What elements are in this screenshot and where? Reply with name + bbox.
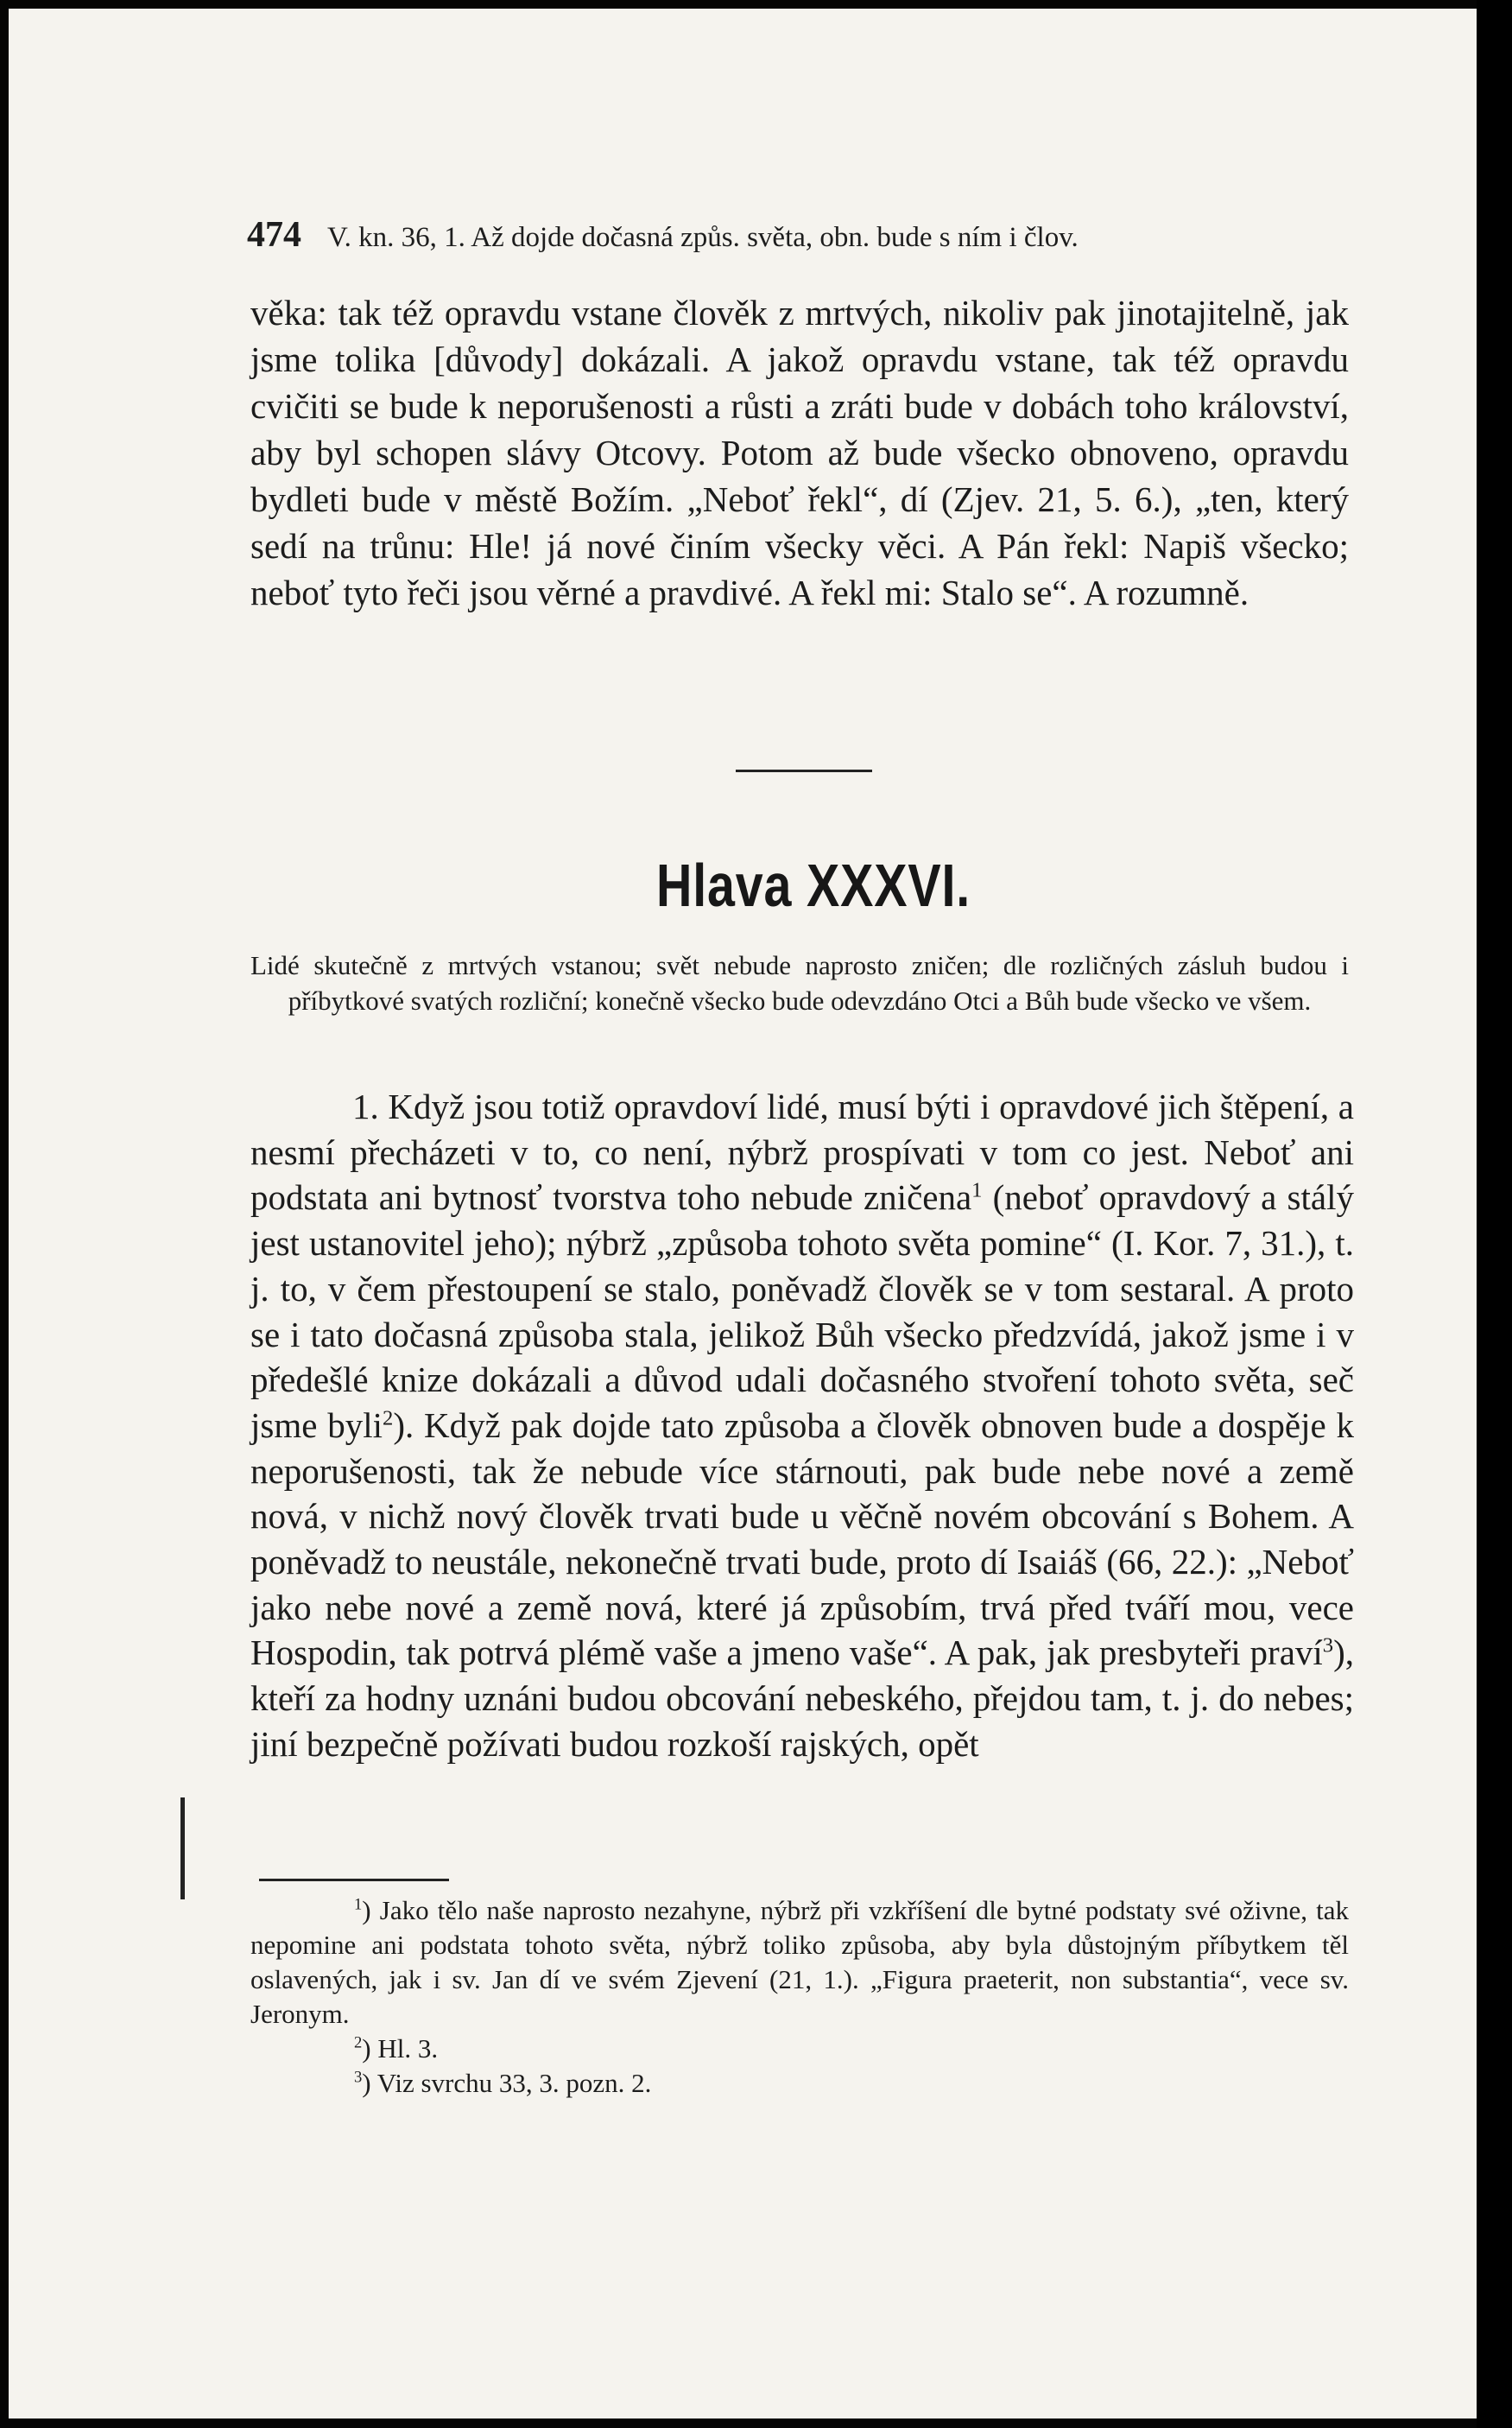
footnote <box>250 1893 1349 2032</box>
chapter-body <box>250 1084 1354 1767</box>
section-divider <box>736 770 872 772</box>
footnote <box>250 2032 1349 2066</box>
footnotes <box>250 1893 1349 2101</box>
opening-paragraph: věka: tak též opravdu vstane člověk z mrtvých, nikoliv pak jinotajitelně, jak jsme tolika [důvody] dokázali. A jakož opravdu vstane, tak též opravdu cvičiti se bude k neporušenosti a růsti a zráti bude v dobách toho království, aby byl schopen slávy Otcovy. Potom až bude všecko obnoveno, opravdu bydleti bude v městě Božím. „Neboť řekl“, dí (Zjev. 21, 5. 6.), „ten, který sedí na trůnu: Hle! já nové činím všecky věci. A Pán řekl: Napiš všecko; neboť tyto řeči jsou věrné a pravdivé. A řekl mi: Stalo se“. A rozumně. <box>250 293 1349 612</box>
footnote-text: ) Jako tělo naše naprosto nezahyne, nýbrž při vzkříšení dle bytné podstaty své oživne, tak nepomine ani podstata tohoto světa, nýbrž toliko způsoba, aby byla důstojným příbytkem těl oslavených, jak i sv. Jan dí ve svém Zjevení (21, 1.). „Figura praeterit, non substantia“, vece sv. Jeronym. <box>250 1895 1349 2029</box>
footnote-text: ) Hl. 3. <box>362 2033 439 2063</box>
body-paragraph <box>250 1084 1354 1767</box>
footnote-ref-2[interactable]: 2 <box>383 1406 394 1430</box>
footnote-ref-1[interactable]: 1 <box>971 1178 983 1202</box>
margin-mark <box>180 1797 185 1899</box>
running-title: V. kn. 36, 1. Až dojde dočasná způs. světa, obn. bude s ním i člov. <box>327 222 1079 253</box>
running-header <box>247 214 1361 256</box>
chapter-summary: Lidé skutečně z mrtvých vstanou; svět nebude naprosto zničen; dle rozličných zásluh budou i příbytkové svatých rozliční; konečně všecko bude odevzdáno Otci a Bůh bude všecko ve všem. <box>250 950 1349 1016</box>
body-text-c: ). Když pak dojde tato způsoba a člověk obnoven bude a dospěje k neporušenosti, tak že nebude více stárnouti, pak bude nebe nové a země nová, v nichž nový člověk trvati bude u věčně novém obcování s Bohem. A poněvadž to neustále, nekonečně trvati bude, proto dí Isaiáš (66, 22.): „Neboť jako nebe nové a země nová, které já způsobím, trvá před tváří mou, vece Hospodin, tak potrvá plémě vaše a jmeno vaše“. A pak, jak presbyteři praví <box>250 1404 1354 1673</box>
footnote-mark: 2 <box>354 2033 363 2052</box>
chapter-title: Hlava XXXVI. <box>656 852 971 919</box>
page-number: 474 <box>247 215 301 255</box>
footnote <box>250 2066 1349 2101</box>
body-text-d: ), kteří za hodny uznáni budou obcování nebeského, přejdou tam, t. j. do nebes; jiní bezpečně požívati budou rozkoší rajských, opět <box>250 1632 1354 1764</box>
footnote-text: ) Viz svrchu 33, 3. pozn. 2. <box>362 2068 652 2098</box>
footnote-divider <box>259 1879 449 1881</box>
footnote-mark: 3 <box>354 2068 363 2087</box>
footnote-mark: 1 <box>354 1895 363 1914</box>
body-text-b: (neboť opravdový a stálý jest ustanovitel jeho); nýbrž „způsoba tohoto světa pomine“ (I. Kor. 7, 31.), t. j. to, v čem přestoupení se stalo, poněvadž člověk se v tom sestaral. A proto se i tato dočasná způsoba stala, jelikož Bůh všecko předzvídá, jakož jsme i v předešlé knize dokázali a důvod udali dočasného stvoření tohoto světa, seč jsme byli <box>250 1177 1354 1445</box>
body-text-a: 1. Když jsou totiž opravdoví lidé, musí býti i opravdové jich štěpení, a nesmí přecházeti v to, co není, nýbrž prospívati v tom co jest. Neboť ani podstata ani bytnosť tvorstva toho nebude zničena <box>250 1087 1354 1218</box>
scan-border <box>1477 0 1512 2428</box>
footnote-ref-3[interactable]: 3 <box>1322 1633 1334 1658</box>
